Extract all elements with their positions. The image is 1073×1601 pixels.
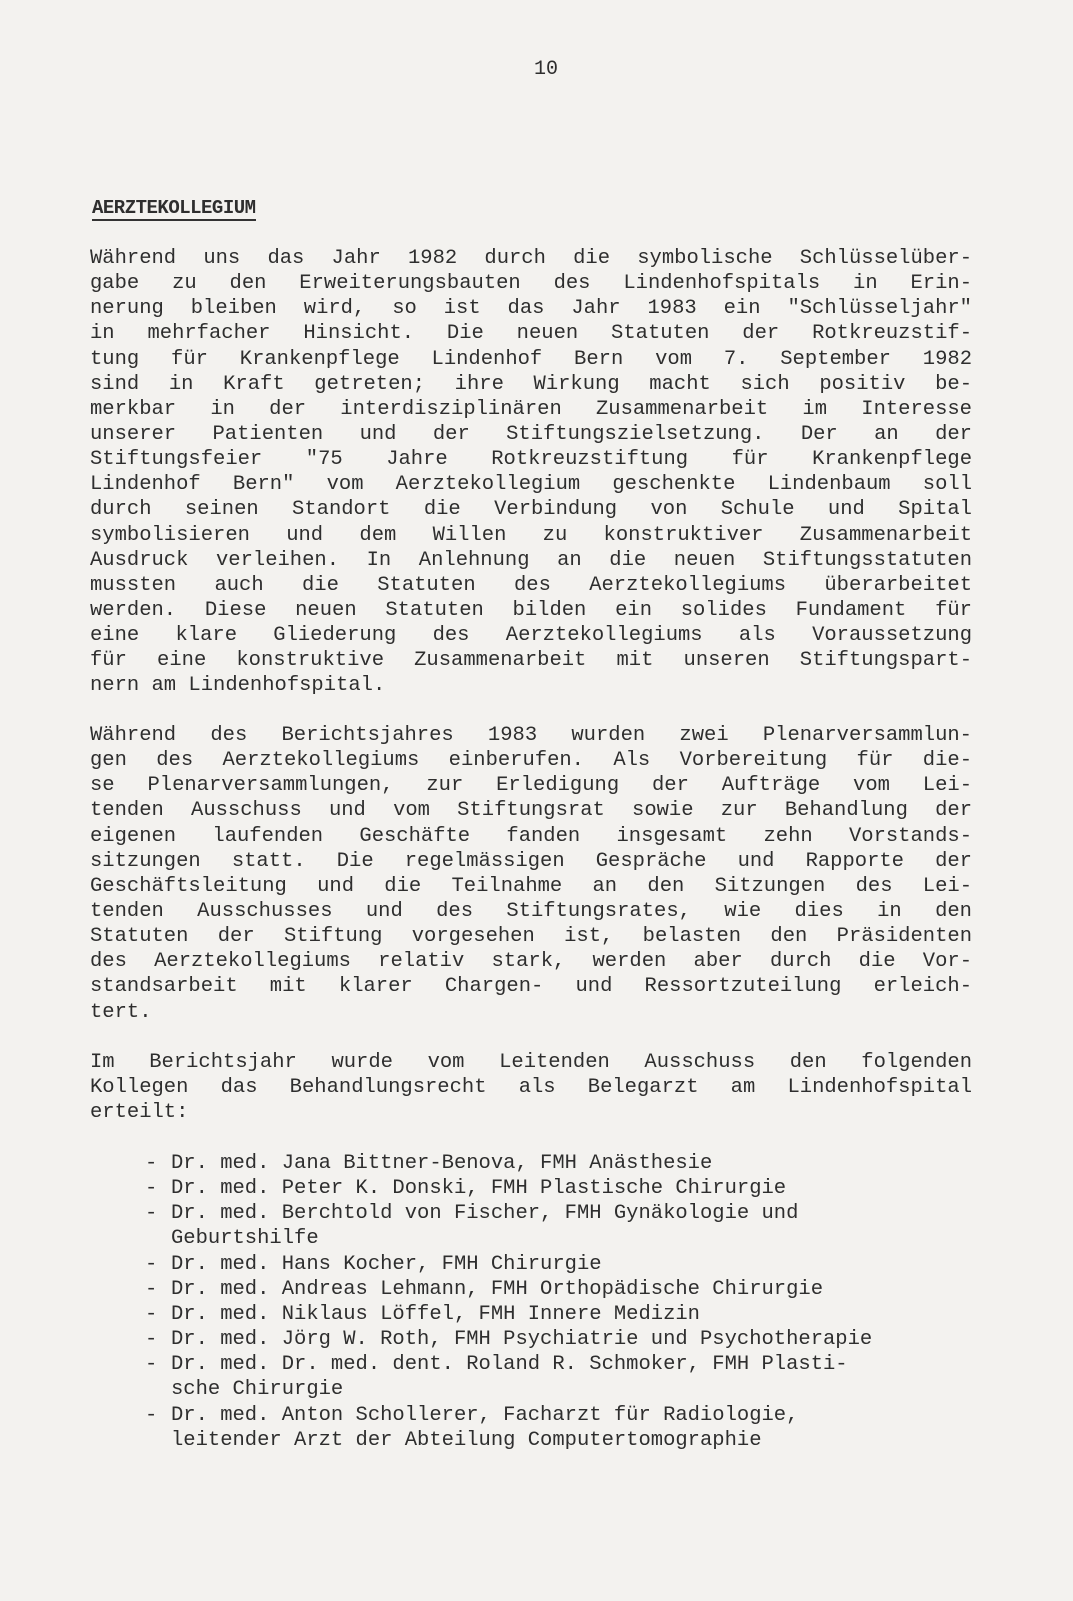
text-line: für eine konstruktive Zusammenarbeit mit unseren Stiftungspart- bbox=[90, 649, 972, 673]
list-item bbox=[145, 1151, 975, 1176]
text-line: Dr. med. Peter K. Donski, FMH Plastische Chirurgie bbox=[171, 1177, 787, 1201]
list-item bbox=[145, 1277, 975, 1302]
list-dash: - bbox=[145, 1277, 158, 1301]
text-line: standsarbeit mit klarer Chargen- und Ressortzuteilung erleich- bbox=[90, 975, 972, 999]
list-item bbox=[145, 1302, 975, 1327]
paragraph bbox=[90, 723, 972, 1025]
text-line: nern am Lindenhofspital. bbox=[90, 674, 386, 698]
list-item bbox=[145, 1252, 975, 1277]
list-dash: - bbox=[145, 1177, 158, 1201]
text-line: Geburtshilfe bbox=[171, 1227, 319, 1251]
paragraph bbox=[90, 1050, 972, 1125]
list-item bbox=[145, 1403, 975, 1453]
text-line: tenden Ausschuss und vom Stiftungsrat sowie zur Behandlung der bbox=[90, 799, 972, 823]
list-item-text bbox=[171, 1201, 975, 1251]
text-line: Dr. med. Jörg W. Roth, FMH Psychiatrie und Psychotherapie bbox=[171, 1328, 873, 1352]
text-line: sind in Kraft getreten; ihre Wirkung macht sich positiv be- bbox=[90, 372, 972, 396]
text-line: mussten auch die Statuten des Aerztekollegiums überarbeitet bbox=[90, 573, 972, 597]
text-line: Dr. med. Berchtold von Fischer, FMH Gynäkologie und bbox=[171, 1202, 799, 1226]
text-line: Geschäftsleitung und die Teilnahme an den Sitzungen des Lei- bbox=[90, 874, 972, 898]
text-line: werden. Diese neuen Statuten bilden ein solides Fundament für bbox=[90, 598, 972, 622]
text-line: Dr. med. Dr. med. dent. Roland R. Schmoker, FMH Plasti- bbox=[171, 1353, 848, 1377]
list-item-text bbox=[171, 1327, 975, 1352]
text-line: Dr. med. Niklaus Löffel, FMH Innere Medizin bbox=[171, 1302, 700, 1326]
list-dash: - bbox=[145, 1403, 158, 1427]
text-line: Stiftungsfeier "75 Jahre Rotkreuzstiftung für Krankenpflege bbox=[90, 448, 972, 472]
text-line: tert. bbox=[90, 1000, 152, 1024]
text-line: gen des Aerztekollegiums einberufen. Als Vorbereitung für die- bbox=[90, 749, 972, 773]
text-line: Dr. med. Jana Bittner-Benova, FMH Anästhesie bbox=[171, 1152, 713, 1175]
paragraph bbox=[90, 246, 972, 699]
text-line: eine klare Gliederung des Aerztekollegiums als Voraussetzung bbox=[90, 624, 972, 648]
text-line: leitender Arzt der Abteilung Computertomographie bbox=[171, 1428, 762, 1452]
list-item bbox=[145, 1352, 975, 1402]
text-line: Ausdruck verleihen. In Anlehnung an die neuen Stiftungsstatuten bbox=[90, 548, 972, 572]
list-item-text bbox=[171, 1352, 975, 1402]
text-line: Während uns das Jahr 1982 durch die symbolische Schlüsselüber- bbox=[90, 247, 972, 270]
list-dash: - bbox=[145, 1328, 158, 1352]
list-item bbox=[145, 1176, 975, 1201]
text-line: sche Chirurgie bbox=[171, 1378, 344, 1402]
text-line: Lindenhof Bern" vom Aerztekollegium geschenkte Lindenbaum soll bbox=[90, 473, 972, 497]
text-line: Dr. med. Anton Schollerer, Facharzt für Radiologie, bbox=[171, 1403, 799, 1427]
list-item-text bbox=[171, 1151, 975, 1176]
list-dash: - bbox=[145, 1152, 158, 1175]
text-line: se Plenarversammlungen, zur Erledigung der Aufträge vom Lei- bbox=[90, 774, 972, 798]
text-line: unserer Patienten und der Stiftungszielsetzung. Der an der bbox=[90, 422, 972, 446]
text-line: tung für Krankenpflege Lindenhof Bern vom 7. September 1982 bbox=[90, 347, 972, 371]
physician-list bbox=[145, 1151, 975, 1453]
list-dash: - bbox=[145, 1302, 158, 1326]
text-line: Dr. med. Andreas Lehmann, FMH Orthopädische Chirurgie bbox=[171, 1277, 824, 1301]
list-item bbox=[145, 1201, 975, 1251]
text-line: sitzungen statt. Die regelmässigen Gespräche und Rapporte der bbox=[90, 849, 972, 873]
list-item-text bbox=[171, 1252, 975, 1277]
list-item-text bbox=[171, 1302, 975, 1327]
text-line: tenden Ausschusses und des Stiftungsrates, wie dies in den bbox=[90, 899, 972, 923]
text-line: Im Berichtsjahr wurde vom Leitenden Ausschuss den folgenden bbox=[90, 1051, 972, 1074]
text-line: in mehrfacher Hinsicht. Die neuen Statuten der Rotkreuzstif- bbox=[90, 322, 972, 346]
list-dash: - bbox=[145, 1202, 158, 1226]
text-line: des Aerztekollegiums relativ stark, werden aber durch die Vor- bbox=[90, 950, 972, 974]
text-line: nerung bleiben wird, so ist das Jahr 1983 ein "Schlüsseljahr" bbox=[90, 297, 972, 321]
text-line: Statuten der Stiftung vorgesehen ist, belasten den Präsidenten bbox=[90, 925, 972, 949]
list-item bbox=[145, 1327, 975, 1352]
list-dash: - bbox=[145, 1252, 158, 1276]
page-number: 10 bbox=[534, 58, 559, 81]
list-item-text bbox=[171, 1403, 975, 1453]
list-item-text bbox=[171, 1277, 975, 1302]
text-line: Kollegen das Behandlungsrecht als Belegarzt am Lindenhofspital bbox=[90, 1076, 972, 1100]
text-line: gabe zu den Erweiterungsbauten des Lindenhofspitals in Erin- bbox=[90, 272, 972, 296]
text-line: eigenen laufenden Geschäfte fanden insgesamt zehn Vorstands- bbox=[90, 824, 972, 848]
text-line: erteilt: bbox=[90, 1101, 189, 1125]
text-line: Dr. med. Hans Kocher, FMH Chirurgie bbox=[171, 1252, 602, 1276]
list-dash: - bbox=[145, 1353, 158, 1377]
text-line: durch seinen Standort die Verbindung von Schule und Spital bbox=[90, 498, 972, 522]
text-line: Während des Berichtsjahres 1983 wurden zwei Plenarversammlun- bbox=[90, 724, 972, 747]
section-heading: AERZTEKOLLEGIUM bbox=[92, 197, 256, 219]
text-line: symbolisieren und dem Willen zu konstruktiver Zusammenarbeit bbox=[90, 523, 972, 547]
list-item-text bbox=[171, 1176, 975, 1201]
text-line: merkbar in der interdisziplinären Zusammenarbeit im Interesse bbox=[90, 397, 972, 421]
